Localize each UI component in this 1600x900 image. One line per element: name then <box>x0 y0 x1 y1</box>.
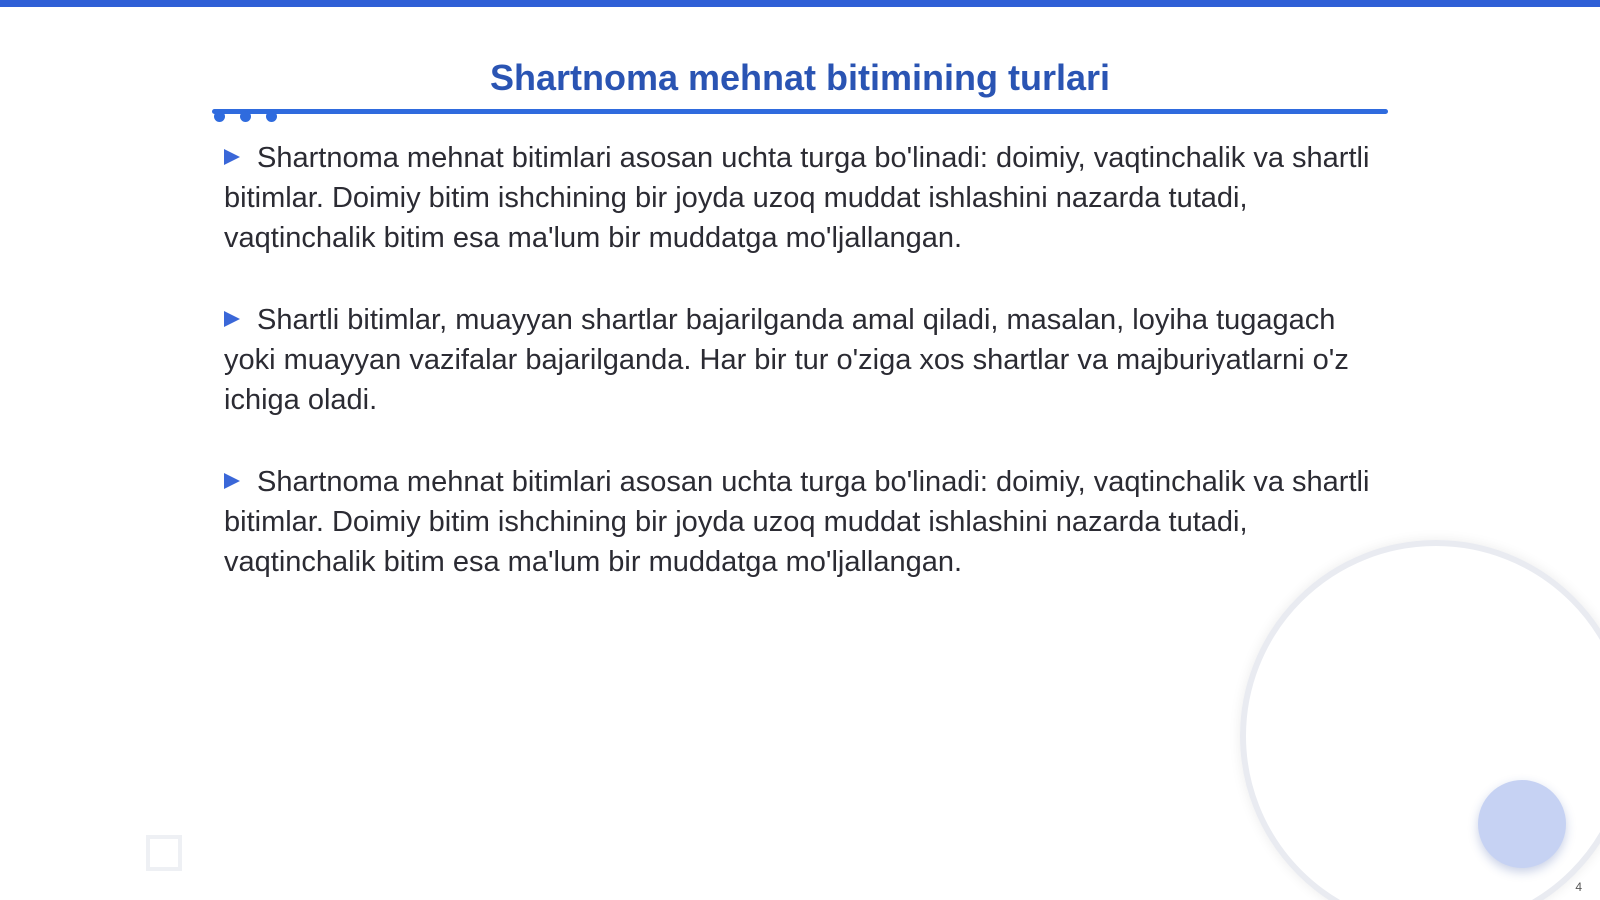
decorative-dot <box>214 111 225 122</box>
page-number: 4 <box>1575 880 1582 894</box>
title-underline <box>212 109 1388 114</box>
bullet-item <box>224 138 1384 258</box>
triangle-right-icon <box>224 149 240 165</box>
bullet-item <box>224 462 1384 582</box>
bullet-item <box>224 300 1384 420</box>
decorative-square <box>146 835 182 871</box>
decorative-circle <box>1478 780 1566 868</box>
decorative-dot <box>266 111 277 122</box>
bullet-list <box>224 138 1384 624</box>
bullet-text: Shartnoma mehnat bitimlari asosan uchta turga bo'linadi: doimiy, vaqtinchalik va shartli bitimlar. Doimiy bitim ishchining bir joyda uzoq muddat ishlashini nazarda tutadi, vaqtinchalik bitim esa ma'lum bir muddatga mo'ljallangan. <box>224 142 1370 254</box>
top-accent-bar <box>0 0 1600 7</box>
bullet-text: Shartnoma mehnat bitimlari asosan uchta turga bo'linadi: doimiy, vaqtinchalik va shartli bitimlar. Doimiy bitim ishchining bir joyda uzoq muddat ishlashini nazarda tutadi, vaqtinchalik bitim esa ma'lum bir muddatga mo'ljallangan. <box>224 466 1370 578</box>
triangle-right-icon <box>224 473 240 489</box>
bullet-text: Shartli bitimlar, muayyan shartlar bajarilganda amal qiladi, masalan, loyiha tugagach yoki muayyan vazifalar bajarilganda. Har bir tur o'ziga xos shartlar va majburiyatlarni o'z ichiga oladi. <box>224 304 1349 416</box>
triangle-right-icon <box>224 311 240 327</box>
decorative-dot <box>240 111 251 122</box>
slide-title: Shartnoma mehnat bitimining turlari <box>489 57 1111 98</box>
